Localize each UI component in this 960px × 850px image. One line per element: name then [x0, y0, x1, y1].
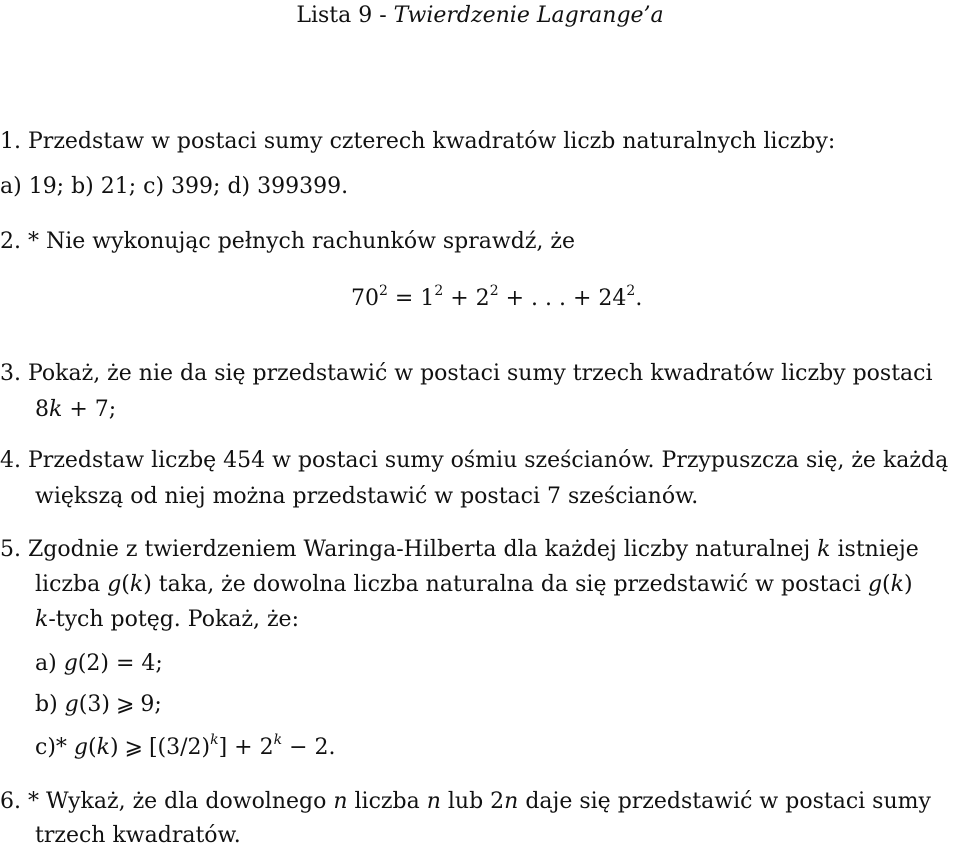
- math-variable: g: [63, 651, 78, 676]
- problem-6-line-1: [0, 788, 931, 816]
- text-part: 9;: [140, 692, 162, 717]
- text-part: istnieje: [830, 537, 919, 562]
- problem-5-line-1: [0, 536, 919, 564]
- text-part: ] + 2: [218, 735, 274, 760]
- problem-2-formula: [351, 282, 643, 313]
- problem-5-part-a: [35, 650, 163, 678]
- formula-exponent: k: [210, 731, 219, 748]
- text-part: [(3/2): [148, 735, 211, 760]
- math-variable: n: [333, 789, 348, 814]
- problem-5-line-2: [35, 571, 913, 599]
- formula-part: .: [635, 286, 643, 311]
- formula-exponent: 2: [489, 282, 499, 299]
- page-title: [0, 2, 960, 30]
- problem-1-number: 1.: [0, 129, 21, 154]
- text-part: ) taka, że dowolna liczba naturalna da się przedstawić w postaci: [143, 572, 868, 597]
- formula-exponent: 2: [434, 282, 444, 299]
- part-label: c)*: [35, 735, 74, 760]
- problem-6-line-2: trzech kwadratów.: [35, 823, 241, 848]
- problem-5-part-b: [35, 691, 162, 719]
- text-part: (: [882, 572, 891, 597]
- math-variable: k: [129, 572, 144, 597]
- formula-part: + 2: [443, 286, 490, 311]
- text-part: − 2.: [282, 735, 336, 760]
- math-variable: g: [867, 572, 883, 597]
- problem-3-number: 3.: [0, 361, 21, 386]
- problem-3-line-1: [0, 360, 933, 388]
- text-part: (: [121, 572, 130, 597]
- title-subject: Twierdzenie Lagrange’a: [393, 3, 664, 28]
- text-part: ): [903, 572, 913, 597]
- text-part: daje się przedstawić w postaci sumy: [518, 789, 931, 814]
- expr-part: 8: [35, 397, 49, 422]
- expr-variable: k: [49, 397, 63, 422]
- problem-1-parts: a) 19; b) 21; c) 399; d) 399399.: [0, 174, 349, 199]
- problem-1-line-1: [0, 128, 835, 156]
- problem-4-text: Przedstaw liczbę 454 w postaci sumy ośmiu sześcianów. Przypuszcza się, że każdą: [28, 448, 949, 473]
- text-part: ): [109, 735, 119, 760]
- title-prefix: Lista 9 -: [296, 3, 394, 28]
- formula-part: 70: [351, 286, 379, 311]
- math-variable: n: [426, 789, 441, 814]
- text-part: (2) = 4;: [77, 651, 163, 676]
- problem-5-line-3: [35, 606, 299, 634]
- problem-1-text: Przedstaw w postaci sumy czterech kwadratów liczb naturalnych liczby:: [28, 129, 836, 154]
- problem-2-number: 2.: [0, 229, 21, 254]
- formula-exponent: k: [273, 731, 283, 748]
- text-part: liczba: [347, 789, 427, 814]
- text-part: * Wykaż, że dla dowolnego: [28, 789, 334, 814]
- math-variable: k: [35, 607, 49, 632]
- problem-5-part-c: [35, 731, 336, 762]
- formula-part: = 1: [387, 286, 435, 311]
- formula-exponent: 2: [626, 282, 636, 299]
- math-variable: g: [107, 572, 122, 597]
- problem-4-line-2: większą od niej można przedstawić w postaci 7 sześcianów.: [35, 484, 699, 509]
- geq-symbol: ⩾: [124, 735, 143, 760]
- math-variable: n: [504, 789, 519, 814]
- text-part: Zgodnie z twierdzeniem Waringa-Hilberta dla każdej liczby naturalnej: [28, 537, 818, 562]
- problem-4-number: 4.: [0, 448, 21, 473]
- expr-part: + 7;: [62, 397, 117, 422]
- problem-2-text: * Nie wykonując pełnych rachunków sprawdź, że: [28, 229, 576, 254]
- geq-symbol: ⩾: [115, 692, 135, 717]
- part-label: a): [35, 651, 64, 676]
- text-part: (: [88, 735, 97, 760]
- formula-part: + . . . + 24: [498, 286, 627, 311]
- problem-3-text: Pokaż, że nie da się przedstawić w postaci sumy trzech kwadratów liczby postaci: [28, 361, 933, 386]
- text-part: liczba: [35, 572, 108, 597]
- problem-3-line-2: [35, 396, 116, 424]
- math-variable: g: [64, 692, 79, 717]
- text-part: lub 2: [440, 789, 505, 814]
- math-variable: k: [817, 537, 831, 562]
- problem-2-line-1: [0, 228, 575, 256]
- part-label: b): [35, 692, 65, 717]
- math-variable: g: [73, 735, 88, 760]
- text-part: (3): [78, 692, 110, 717]
- text-part: -tych potęg. Pokaż, że:: [48, 607, 299, 632]
- math-variable: k: [890, 572, 904, 597]
- math-variable: k: [96, 735, 110, 760]
- problem-5-number: 5.: [0, 537, 21, 562]
- problem-4-line-1: [0, 447, 948, 475]
- problem-6-number: 6.: [0, 789, 21, 814]
- formula-exponent: 2: [379, 282, 388, 299]
